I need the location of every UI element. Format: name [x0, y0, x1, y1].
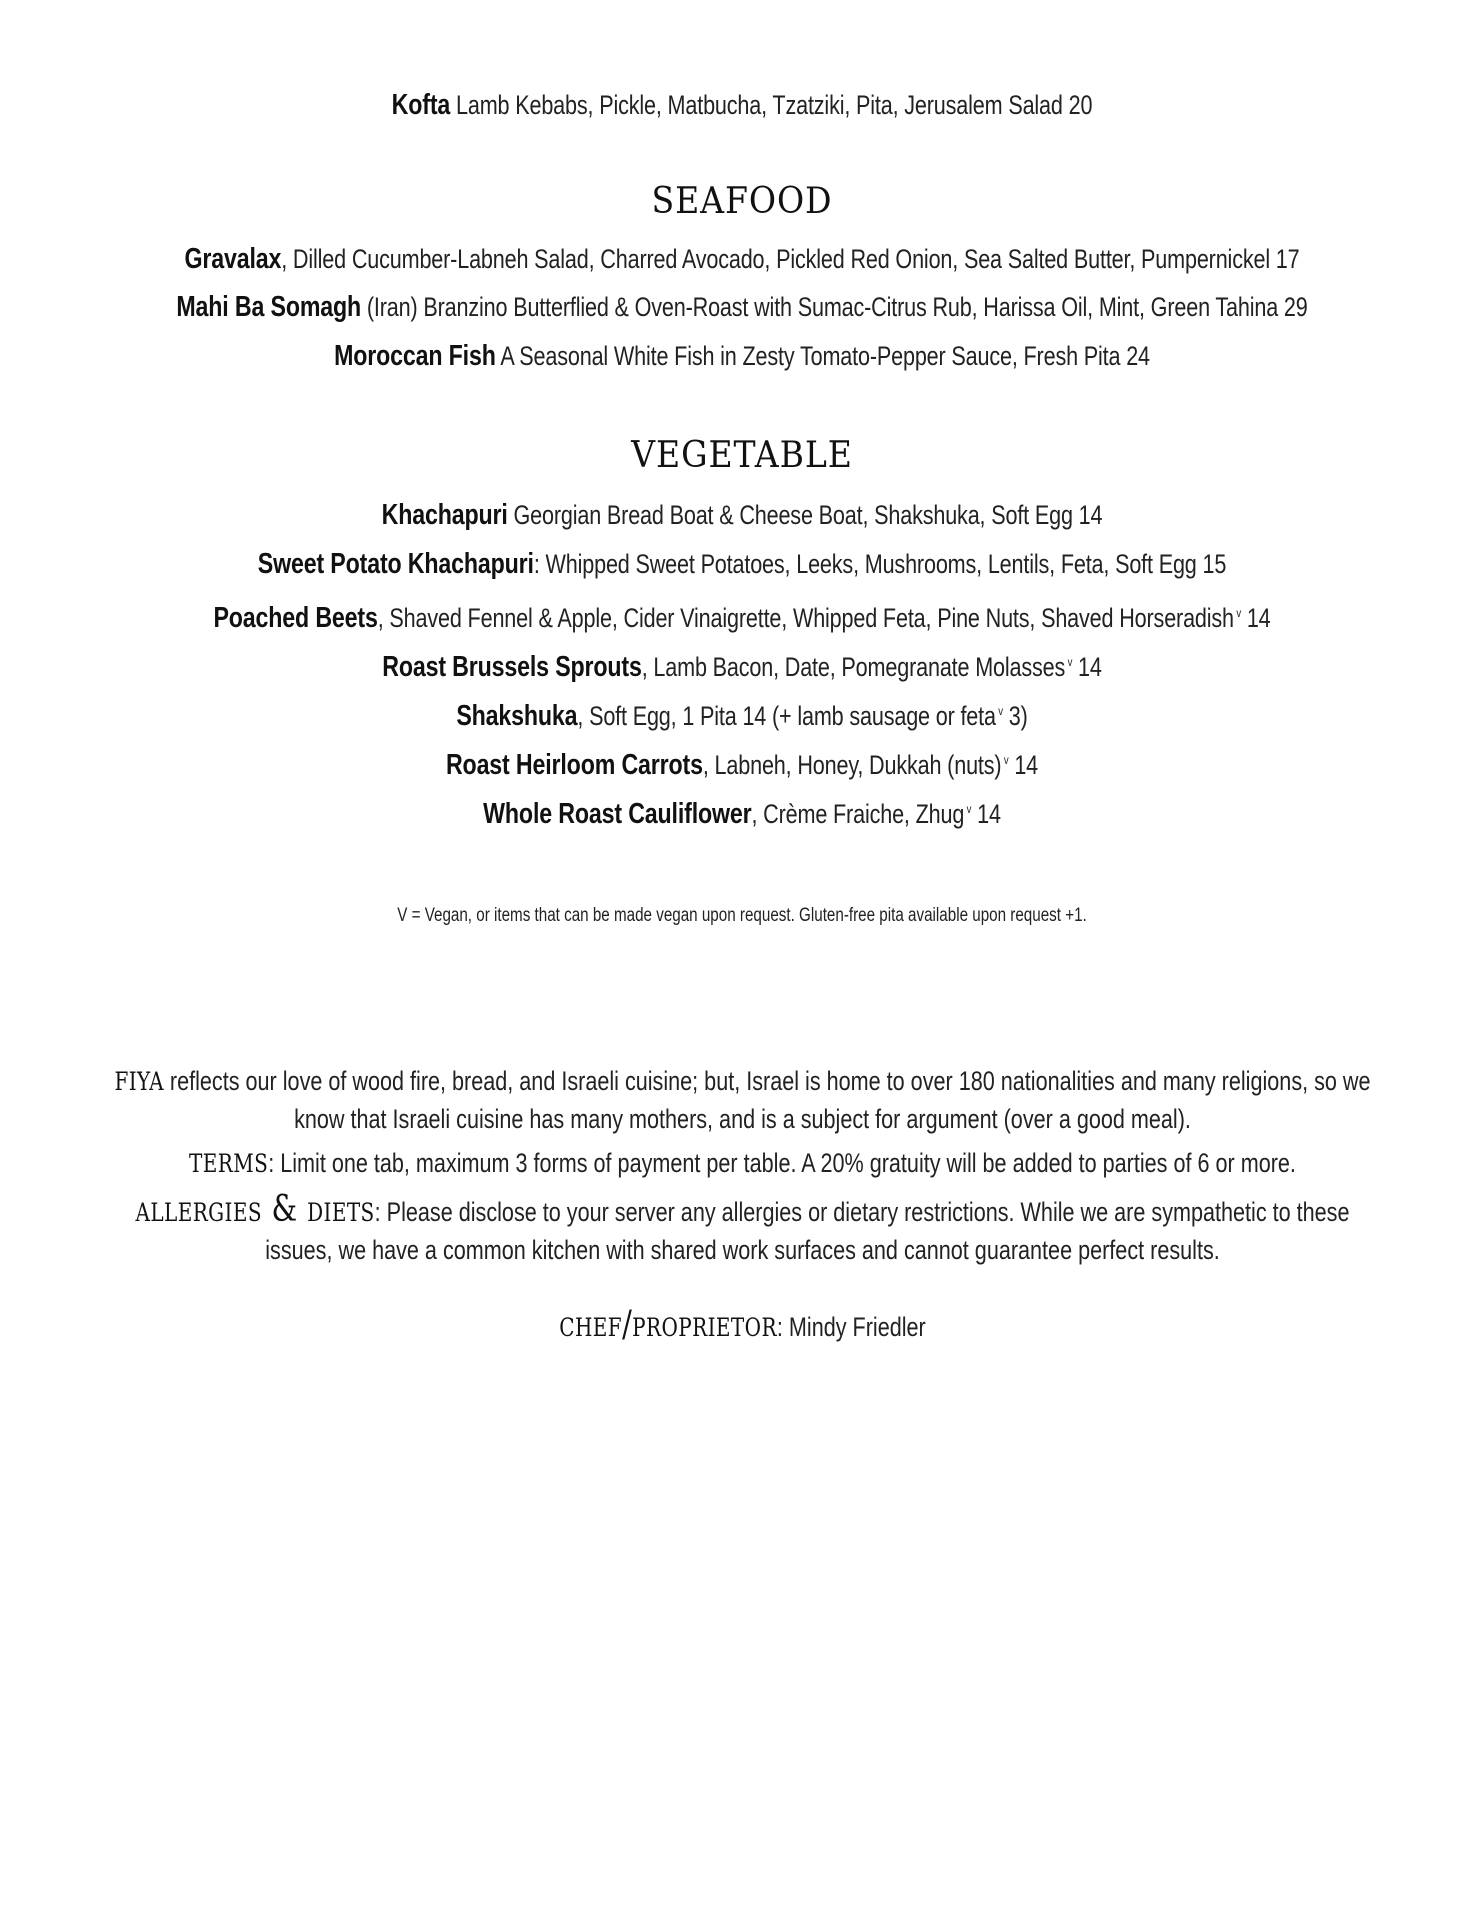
terms-label: terms: [188, 1140, 268, 1181]
allergies-label: allergies & diets: [135, 1189, 375, 1230]
menu-item-description: , Soft Egg, 1 Pita 14 (+ lamb sausage or feta: [577, 701, 996, 731]
about-paragraph: [100, 1060, 1384, 1138]
menu-item-description: (Iran) Branzino Butterflied & Oven-Roast with Sumac-Citrus Rub, Harissa Oil, Mint, Green Tahina 29: [361, 292, 1308, 322]
menu-item-name: Mahi Ba Somagh: [176, 291, 362, 323]
about-text: reflects our love of wood fire, bread, and Israeli cuisine; but, Israel is home to over 180 nationalities and many religions, so we know that Israeli cuisine has many mothers, and is a subject for argument (over a good meal).: [163, 1066, 1371, 1134]
menu-item-price: 3): [1002, 701, 1028, 731]
menu-item-kofta: [148, 88, 1335, 122]
vegan-mark: v: [1003, 753, 1009, 767]
menu-item-name: Gravalax: [184, 243, 282, 275]
chef-name: : Mindy Friedler: [776, 1312, 926, 1342]
chef-label: chef/proprietor: [558, 1304, 777, 1345]
menu-item-description: : Whipped Sweet Potatoes, Leeks, Mushrooms, Lentils, Feta, Soft Egg 15: [533, 549, 1227, 579]
allergies-text: : Please disclose to your server any allergies or dietary restrictions. While we are sympathetic to these issues, we have a common kitchen with shared work surfaces and cannot guarantee perfect results.: [264, 1197, 1349, 1265]
terms-text: : Limit one tab, maximum 3 forms of payment per table. A 20% gratuity will be added to parties of 6 or more.: [267, 1148, 1296, 1178]
menu-item-description: , Labneh, Honey, Dukkah (nuts): [702, 750, 1002, 780]
menu-item-price: 14: [1072, 652, 1102, 682]
about-label: fiya: [113, 1058, 164, 1099]
menu-item-gravalax: [148, 242, 1335, 276]
vegan-mark: v: [1067, 655, 1073, 669]
menu-item-description: , Lamb Bacon, Date, Pomegranate Molasses: [641, 652, 1066, 682]
menu-item-description: , Crème Fraiche, Zhug: [751, 799, 965, 829]
menu-item-roast-heirloom-carrots: [148, 743, 1335, 782]
dietary-note: V = Vegan, or items that can be made vegan upon request. Gluten-free pita available upon request +1.: [397, 905, 1087, 926]
terms-paragraph: [100, 1142, 1384, 1182]
menu-item-name: Roast Heirloom Carrots: [445, 749, 703, 781]
section-heading-vegetable: vegetable: [631, 420, 853, 480]
vegan-mark: v: [998, 704, 1003, 718]
menu-item-name: Roast Brussels Sprouts: [382, 651, 642, 683]
menu-item-roast-brussels-sprouts: [148, 645, 1335, 684]
section-heading-seafood: seafood: [651, 166, 833, 226]
menu-item-description: , Dilled Cucumber-Labneh Salad, Charred Avocado, Pickled Red Onion, Sea Salted Butter, Pumpernickel 17: [281, 244, 1300, 274]
menu-item-mahi-ba-somagh: [148, 290, 1335, 324]
menu-item-sweet-potato-khachapuri: [148, 547, 1335, 581]
menu-item-description: Lamb Kebabs, Pickle, Matbucha, Tzatziki, Pita, Jerusalem Salad 20: [450, 90, 1093, 120]
allergies-paragraph: [100, 1191, 1384, 1269]
menu-item-poached-beets: [148, 596, 1335, 635]
menu-item-whole-roast-cauliflower: [148, 792, 1335, 831]
menu-item-description: , Shaved Fennel & Apple, Cider Vinaigrette, Whipped Feta, Pine Nuts, Shaved Horseradish: [377, 603, 1234, 633]
menu-item-name: Khachapuri: [381, 499, 508, 531]
menu-item-name: Kofta: [391, 89, 451, 121]
menu-item-moroccan-fish: [148, 339, 1335, 373]
menu-item-shakshuka: [148, 694, 1335, 733]
menu-item-description: A Seasonal White Fish in Zesty Tomato-Pepper Sauce, Fresh Pita 24: [495, 341, 1150, 371]
chef-line: [100, 1306, 1384, 1346]
vegan-mark: v: [966, 802, 972, 816]
menu-item-name: Moroccan Fish: [334, 340, 496, 372]
menu-item-description: Georgian Bread Boat & Cheese Boat, Shakshuka, Soft Egg 14: [507, 500, 1103, 530]
menu-item-price: 14: [1240, 603, 1271, 633]
menu-item-name: Sweet Potato Khachapuri: [257, 548, 534, 580]
menu-item-khachapuri: [148, 498, 1335, 532]
menu-item-price: 14: [1008, 750, 1039, 780]
menu-item-name: Poached Beets: [213, 602, 378, 634]
menu-item-name: Shakshuka: [456, 700, 578, 732]
menu-item-name: Whole Roast Cauliflower: [483, 798, 752, 830]
menu-item-price: 14: [971, 799, 1001, 829]
vegan-mark: v: [1236, 606, 1241, 620]
